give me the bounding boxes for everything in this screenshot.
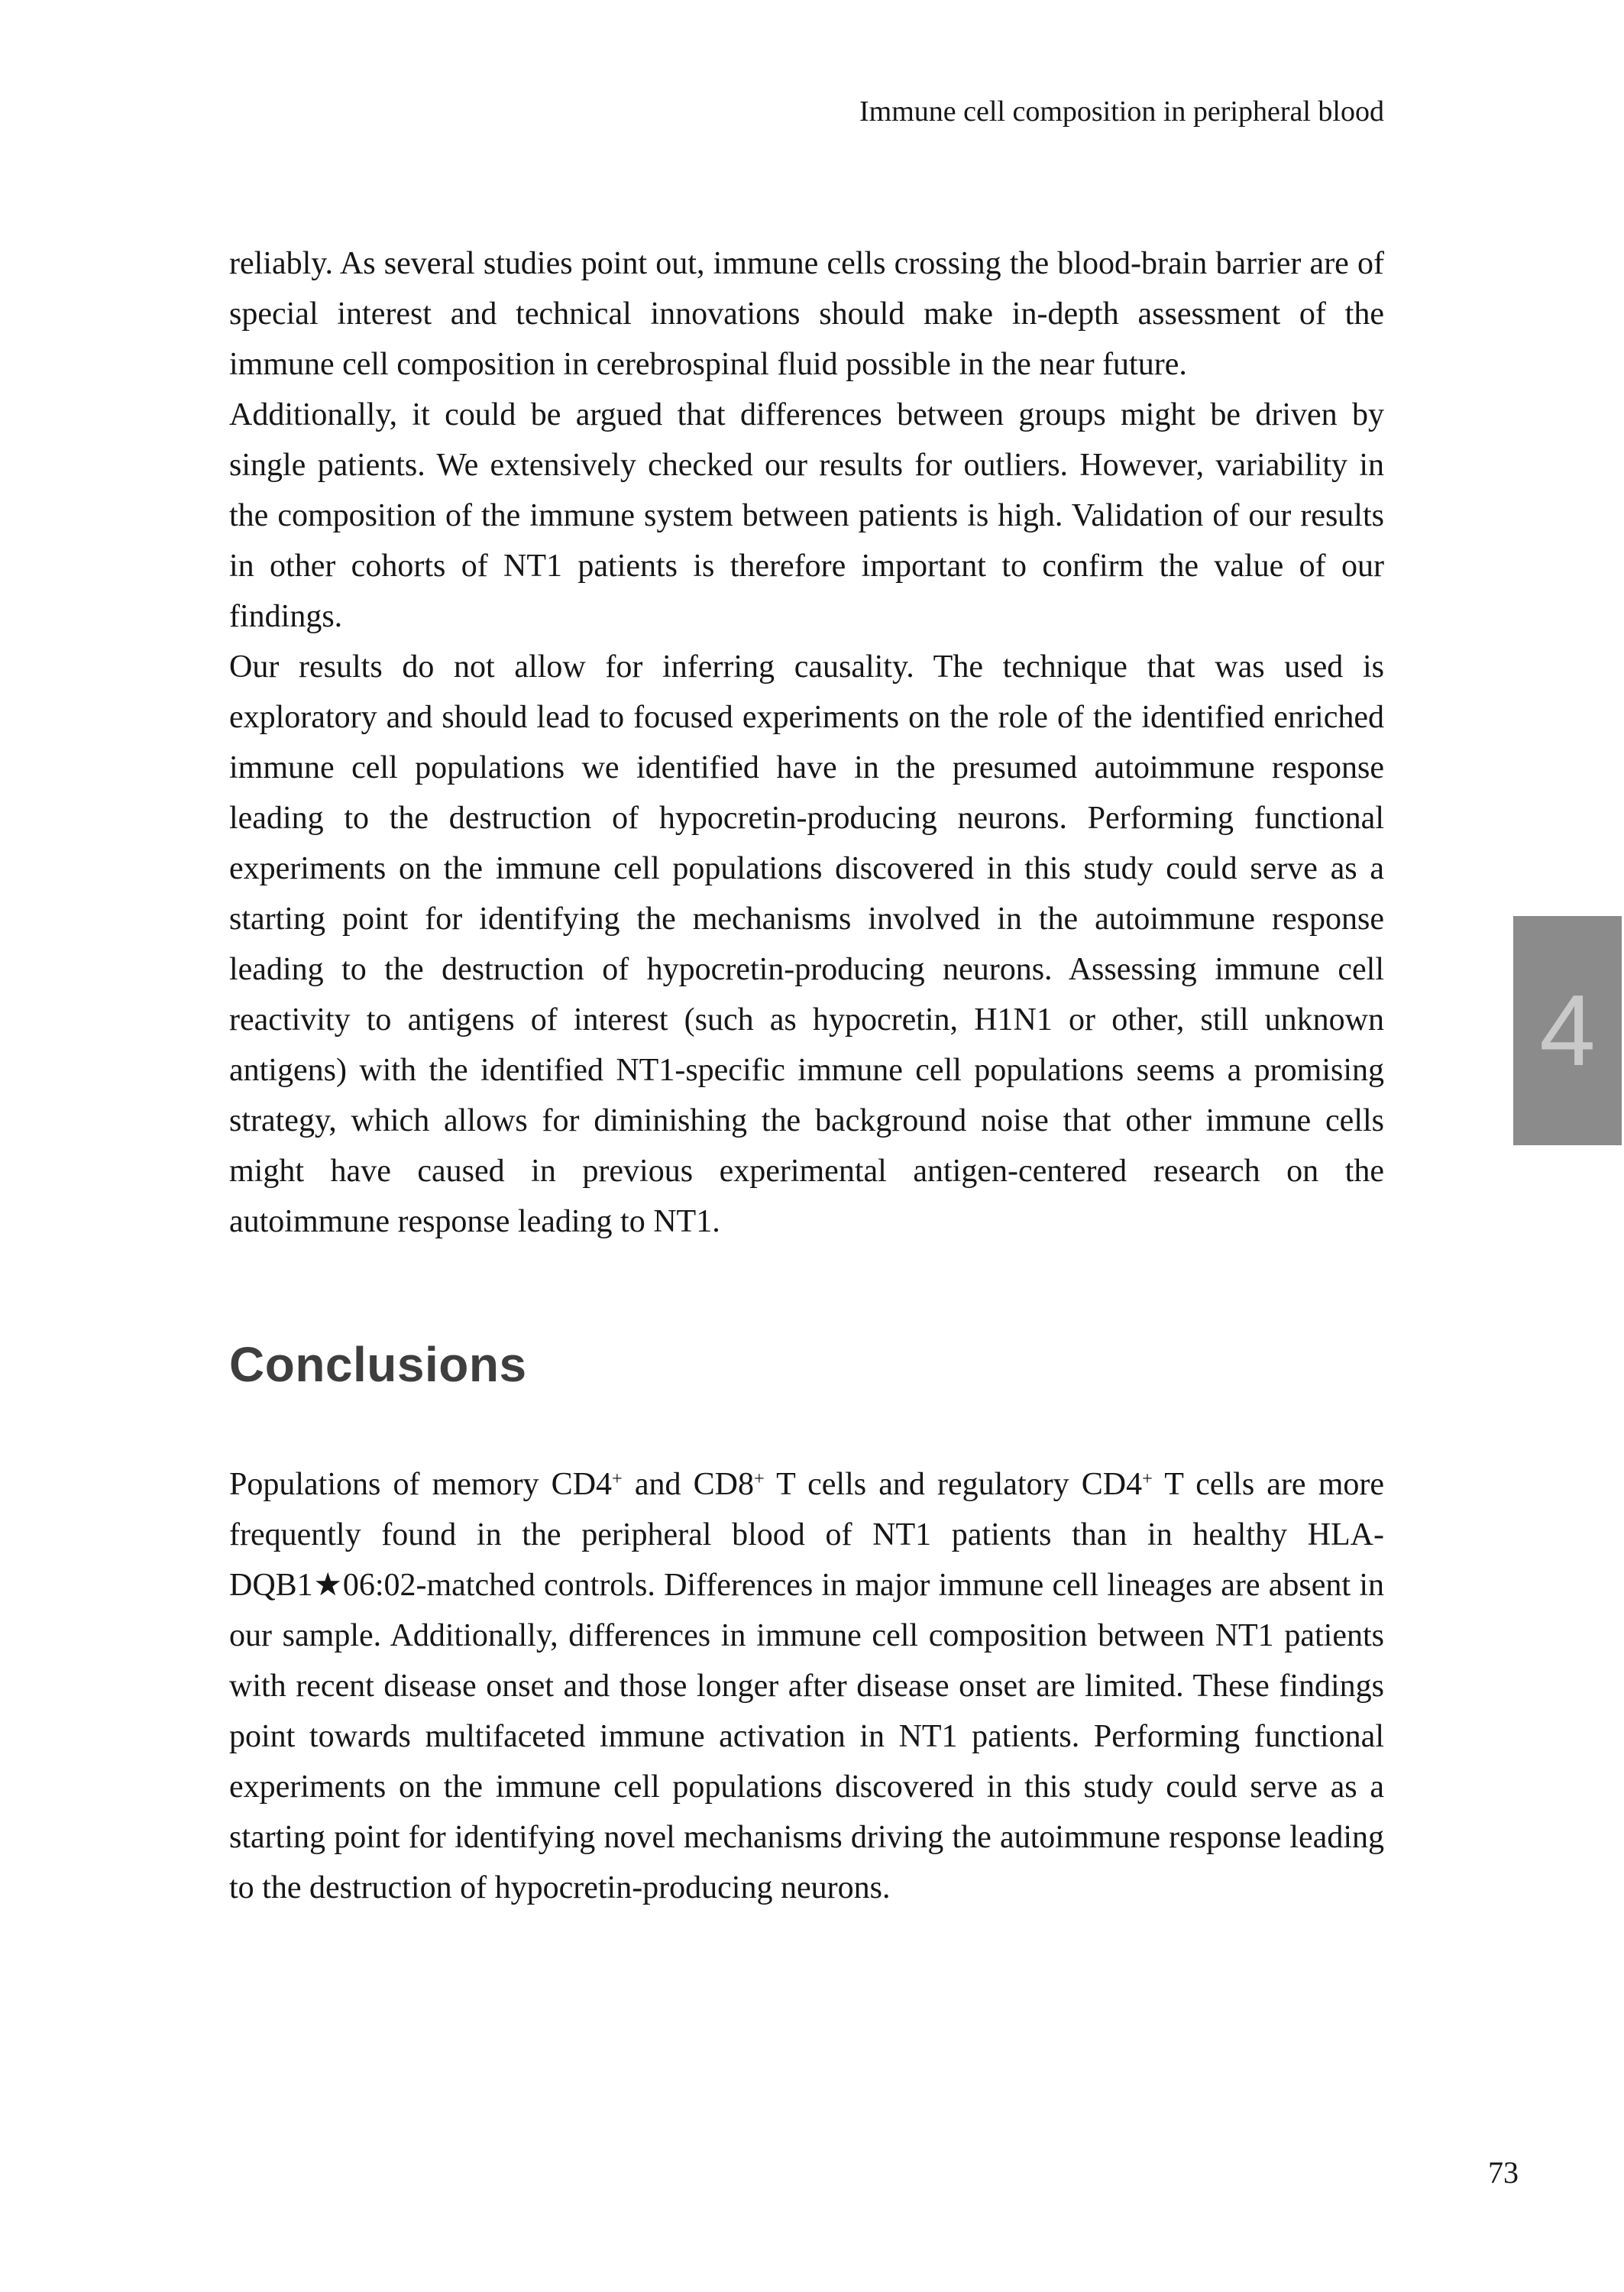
body-paragraph xyxy=(229,642,1384,1247)
conclusion-paragraphs xyxy=(229,1459,1384,1913)
body-paragraph xyxy=(229,390,1384,642)
text-run: Our results do not allow for inferring causality. The technique that was used is exploratory and should lead to focused experiments on the role of the identified enriched immune cell populations we identified have in the presumed autoimmune response leading to the destruction of hypocretin-producing neurons. Performing functional experiments on the immune cell populations discovered in this study could serve as a starting point for identifying the mechanisms involved in the autoimmune response leading to the destruction of hypocretin-producing neurons. Assessing immune cell reactivity to antigens of interest (such as hypocretin, H1N1 or other, still unknown antigens) with the identified NT1-specific immune cell populations seems a promising strategy, which allows for diminishing the background noise that other immune cells might have caused in previous experimental antigen-centered research on the autoimmune response leading to NT1. xyxy=(229,649,1384,1239)
superscript: + xyxy=(612,1468,623,1489)
text-run: Additionally, it could be argued that differences between groups might be driven by single patients. We extensively checked our results for outliers. However, variability in the composition of the immune system between patients is high. Validation of our results in other cohorts of NT1 patients is therefore important to confirm the value of our findings. xyxy=(229,397,1384,634)
running-header: Immune cell composition in peripheral blood xyxy=(859,96,1384,128)
body-paragraph xyxy=(229,1459,1384,1913)
chapter-tab xyxy=(1513,916,1622,1145)
page-number: 73 xyxy=(1488,2155,1519,2190)
text-column xyxy=(229,238,1384,1913)
text-run: and CD8 xyxy=(622,1467,755,1502)
text-run: reliably. As several studies point out, immune cells crossing the blood-brain barrier are of special interest and technical innovations should make in-depth assessment of the immune cell composition in cerebrospinal fluid possible in the near future. xyxy=(229,246,1384,382)
text-run: T cells are more frequently found in the peripheral blood of NT1 patients than in healthy HLA-DQB1★06:02-matched controls. Differences in major immune cell lineages are absent in our sample. Additionally, differences in immune cell composition between NT1 patients with recent disease onset and those longer after disease onset are limited. These findings point towards multifaceted immune activation in NT1 patients. Performing functional experiments on the immune cell populations discovered in this study could serve as a starting point for identifying novel mechanisms driving the autoimmune response leading to the destruction of hypocretin-producing neurons. xyxy=(229,1467,1384,1905)
superscript: + xyxy=(1142,1468,1153,1489)
body-paragraph xyxy=(229,238,1384,390)
intro-paragraphs xyxy=(229,238,1384,1247)
text-run: Populations of memory CD4 xyxy=(229,1467,613,1502)
superscript: + xyxy=(754,1468,765,1489)
text-run: T cells and regulatory CD4 xyxy=(764,1467,1143,1502)
conclusions-heading: Conclusions xyxy=(229,1337,527,1392)
chapter-number-label: 4 xyxy=(1539,974,1596,1086)
